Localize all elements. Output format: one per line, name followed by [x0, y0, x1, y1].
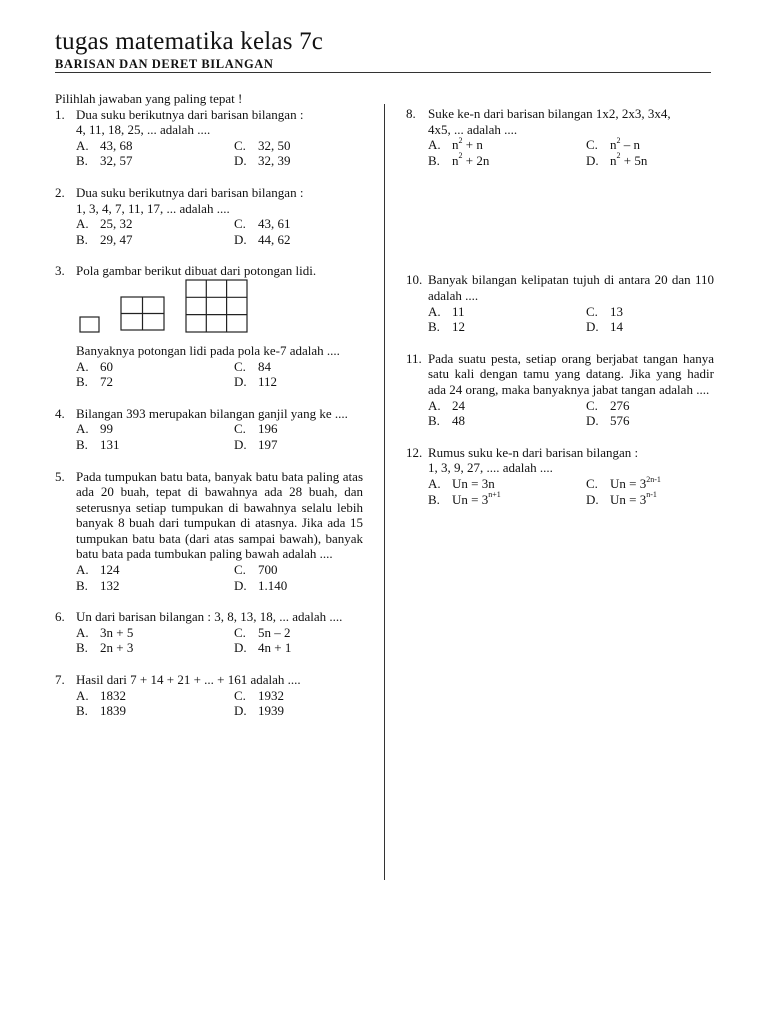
option-letter: C. [586, 137, 598, 153]
option-d[interactable] [586, 492, 714, 508]
option-text: $n^2 + 2n$ [452, 151, 490, 168]
option-letter: A. [76, 421, 89, 437]
option-letter: D. [234, 577, 247, 593]
option-text: 131 [100, 436, 120, 452]
question-number: 3. [55, 263, 65, 279]
question-stem: Pada tumpukan batu bata, banyak batu bata paling atas ada 20 buah, tepat di bawahnya ada 28 buah, dan seterusnya setiap tumpukan di bawahnya selalu lebih banyak 8 buah dari tumpukan di atasnya. Jika ada 15 tumpukan batu bata (dari atas sampai bawah), banyak batu bata pada tumbukan paling bawah adalah .... [76, 468, 363, 562]
option-text: $Un = 3^{n+1}$ [452, 490, 501, 507]
option-c[interactable] [234, 216, 363, 232]
option-text: 72 [100, 374, 113, 390]
option-d[interactable] [234, 153, 363, 169]
option-a[interactable] [76, 421, 234, 437]
option-text: 11 [452, 303, 465, 319]
option-letter: B. [428, 491, 440, 507]
question-12 [406, 445, 714, 507]
option-letter: B. [76, 577, 88, 593]
option-text: 24 [452, 397, 465, 413]
answer-options [428, 137, 714, 168]
option-letter: D. [234, 436, 247, 452]
option-d[interactable] [234, 232, 363, 248]
question-number: 7. [55, 672, 65, 688]
option-text: 197 [258, 436, 278, 452]
option-letter: B. [76, 374, 88, 390]
option-text: 44, 62 [258, 231, 291, 247]
option-b[interactable] [76, 232, 234, 248]
option-text: 32, 57 [100, 153, 133, 169]
option-c[interactable] [234, 688, 363, 704]
column-divider [384, 104, 385, 880]
option-text: 700 [258, 562, 278, 578]
left-column [55, 91, 363, 719]
option-letter: A. [76, 624, 89, 640]
option-letter: B. [76, 703, 88, 719]
answer-options [76, 562, 363, 593]
page-subtitle: BARISAN DAN DERET BILANGAN [55, 57, 274, 71]
option-a[interactable] [76, 138, 234, 154]
question-5 [55, 469, 363, 594]
option-d[interactable] [586, 153, 714, 169]
option-c[interactable] [234, 359, 363, 375]
option-text: 1832 [100, 687, 126, 703]
option-text: 29, 47 [100, 231, 133, 247]
option-d[interactable] [586, 319, 714, 335]
option-text: 43, 61 [258, 216, 291, 232]
answer-options [76, 216, 363, 247]
option-letter: C. [234, 216, 246, 232]
answer-options [76, 625, 363, 656]
answer-options [428, 476, 714, 507]
option-a[interactable] [428, 476, 586, 492]
option-b[interactable] [76, 640, 234, 656]
question-stem: Banyak bilangan kelipatan tujuh di antara 20 dan 110 adalah .... [428, 272, 714, 303]
option-letter: D. [234, 153, 247, 169]
question-stem: Suke ke-n dari barisan bilangan 1x2, 2x3, 3x4, [428, 106, 671, 121]
option-text: 5n – 2 [258, 624, 291, 640]
question-stem: Dua suku berikutnya dari barisan bilangan : [76, 106, 304, 122]
question-number: 4. [55, 405, 65, 421]
option-text: 132 [100, 577, 120, 593]
option-d[interactable] [234, 703, 363, 719]
answer-options [428, 398, 714, 429]
option-text: $n^2$ – n [610, 135, 640, 153]
option-text: 3n + 5 [100, 624, 134, 640]
option-letter: C. [234, 421, 246, 437]
option-letter: C. [234, 687, 246, 703]
question-number: 1. [55, 106, 65, 122]
option-c[interactable] [234, 138, 363, 154]
option-b[interactable] [428, 413, 586, 429]
option-a[interactable] [428, 304, 586, 320]
option-letter: A. [76, 687, 89, 703]
page-title: tugas matematika kelas 7c [55, 28, 324, 55]
question-3 [55, 263, 363, 389]
option-text: 48 [452, 413, 465, 429]
answer-options [76, 359, 363, 390]
question-stem: Bilangan 393 merupakan bilangan ganjil yang ke .... [76, 405, 348, 421]
option-b[interactable] [428, 153, 586, 169]
option-text: 14 [610, 319, 623, 335]
title-rule [55, 72, 711, 73]
option-letter: B. [428, 152, 440, 168]
option-b[interactable] [76, 374, 234, 390]
option-c[interactable] [234, 625, 363, 641]
option-letter: D. [234, 374, 247, 390]
option-text: 60 [100, 358, 113, 374]
option-text: 1939 [258, 703, 284, 719]
option-a[interactable] [76, 688, 234, 704]
option-b[interactable] [76, 153, 234, 169]
option-text: 276 [610, 397, 630, 413]
option-d[interactable] [234, 578, 363, 594]
question-number: 5. [55, 468, 65, 484]
option-text: Un = 3n [452, 475, 495, 491]
pattern-2-grid [120, 296, 166, 334]
option-letter: A. [428, 397, 441, 413]
option-letter: B. [76, 436, 88, 452]
option-letter: A. [76, 562, 89, 578]
option-letter: D. [234, 231, 247, 247]
option-letter: D. [586, 152, 599, 168]
option-text: 43, 68 [100, 137, 133, 153]
option-b[interactable] [76, 703, 234, 719]
option-letter: B. [76, 640, 88, 656]
option-text: 196 [258, 421, 278, 437]
option-text: 1.140 [258, 577, 288, 593]
option-letter: A. [76, 216, 89, 232]
option-text: 2n + 3 [100, 640, 134, 656]
option-letter: D. [234, 703, 247, 719]
answer-options [76, 138, 363, 169]
option-letter: A. [76, 358, 89, 374]
question-stem: 1, 3, 4, 7, 11, 17, ... adalah .... [76, 200, 230, 216]
answer-options [76, 688, 363, 719]
option-b[interactable] [76, 437, 234, 453]
option-text: $n^2 + n$ [452, 135, 483, 153]
answer-options [76, 421, 363, 452]
option-text: 576 [610, 413, 630, 429]
option-text: 84 [258, 358, 271, 374]
option-text: 32, 50 [258, 137, 291, 153]
question-stem: Rumus suku ke-n dari barisan bilangan : [428, 444, 639, 460]
option-letter: C. [586, 303, 598, 319]
option-text: 12 [452, 319, 465, 335]
option-c[interactable] [234, 421, 363, 437]
question-number: 8. [406, 106, 416, 121]
option-letter: A. [428, 475, 441, 491]
question-stem: Hasil dari 7 + 14 + 21 + ... + 161 adalah .... [76, 672, 301, 688]
option-letter: D. [586, 319, 599, 335]
option-a[interactable] [76, 625, 234, 641]
option-text: 124 [100, 562, 120, 578]
option-d[interactable] [234, 640, 363, 656]
option-letter: B. [76, 153, 88, 169]
question-stem: Un dari barisan bilangan : 3, 8, 13, 18, ... adalah .... [76, 609, 343, 625]
question-number: 12. [406, 444, 423, 460]
instruction-text: Pilihlah jawaban yang paling tepat ! [55, 91, 243, 106]
question-number: 2. [55, 184, 65, 200]
option-d[interactable] [234, 437, 363, 453]
question-4 [55, 406, 363, 453]
question-1 [55, 107, 363, 169]
option-letter: C. [234, 562, 246, 578]
option-letter: C. [234, 624, 246, 640]
option-letter: B. [428, 319, 440, 335]
matchstick-pattern-figure [76, 286, 363, 338]
question-11 [406, 351, 714, 429]
option-text: 99 [100, 421, 113, 437]
option-c[interactable] [586, 304, 714, 320]
option-text: $Un = 3^{2n-1}$ [610, 474, 661, 491]
option-letter: C. [586, 397, 598, 413]
option-text: 4n + 1 [258, 640, 292, 656]
option-b[interactable] [428, 319, 586, 335]
option-letter: C. [586, 475, 598, 491]
option-c[interactable] [234, 562, 363, 578]
question-7 [55, 672, 363, 719]
option-letter: C. [234, 358, 246, 374]
option-b[interactable] [428, 492, 586, 508]
option-a[interactable] [428, 398, 586, 414]
option-a[interactable] [76, 562, 234, 578]
question-stem: Pola gambar berikut dibuat dari potongan lidi. [76, 263, 317, 279]
answer-options [428, 304, 714, 335]
option-letter: B. [428, 413, 440, 429]
pattern-3-grid [185, 279, 249, 335]
option-text: $Un = 3^{n-1}$ [610, 490, 657, 507]
question-stem: 4, 11, 18, 25, ... adalah .... [76, 122, 211, 138]
right-column [406, 106, 714, 507]
option-letter: A. [428, 137, 441, 153]
question-6 [55, 609, 363, 656]
option-a[interactable] [428, 137, 586, 153]
pattern-1-grid [79, 316, 101, 334]
question-stem: 1, 3, 9, 27, .... adalah .... [428, 460, 553, 476]
option-text: 25, 32 [100, 216, 133, 232]
option-text: 1932 [258, 687, 284, 703]
question-10 [406, 272, 714, 334]
option-text: 1839 [100, 703, 126, 719]
option-d[interactable] [586, 413, 714, 429]
option-text: $n^2 + 5n$ [610, 151, 648, 168]
option-text: 13 [610, 303, 623, 319]
option-letter: A. [76, 137, 89, 153]
question-number: 11. [406, 350, 422, 366]
question-number: 10. [406, 272, 423, 288]
option-letter: D. [586, 491, 599, 507]
question-stem: Banyaknya potongan lidi pada pola ke-7 adalah .... [76, 342, 340, 358]
option-letter: D. [234, 640, 247, 656]
option-text: 32, 39 [258, 153, 291, 169]
option-a[interactable] [76, 216, 234, 232]
question-8 [406, 106, 714, 168]
option-a[interactable] [76, 359, 234, 375]
option-d[interactable] [234, 374, 363, 390]
option-letter: B. [76, 231, 88, 247]
option-letter: C. [234, 137, 246, 153]
question-number: 6. [55, 609, 65, 625]
option-c[interactable] [586, 137, 714, 153]
option-letter: A. [428, 303, 441, 319]
question-stem: Dua suku berikutnya dari barisan bilangan : [76, 184, 304, 200]
option-text: 112 [258, 374, 278, 390]
question-stem: 4x5, ... adalah .... [428, 121, 518, 137]
option-b[interactable] [76, 578, 234, 594]
option-c[interactable] [586, 398, 714, 414]
question-stem: Pada suatu pesta, setiap orang berjabat tangan hanya satu kali dengan tamu yang datang. Jika yang hadir ada 24 orang, maka banyaknya jabat tangan adalah .... [428, 350, 714, 397]
question-2 [55, 185, 363, 247]
option-letter: D. [586, 413, 599, 429]
